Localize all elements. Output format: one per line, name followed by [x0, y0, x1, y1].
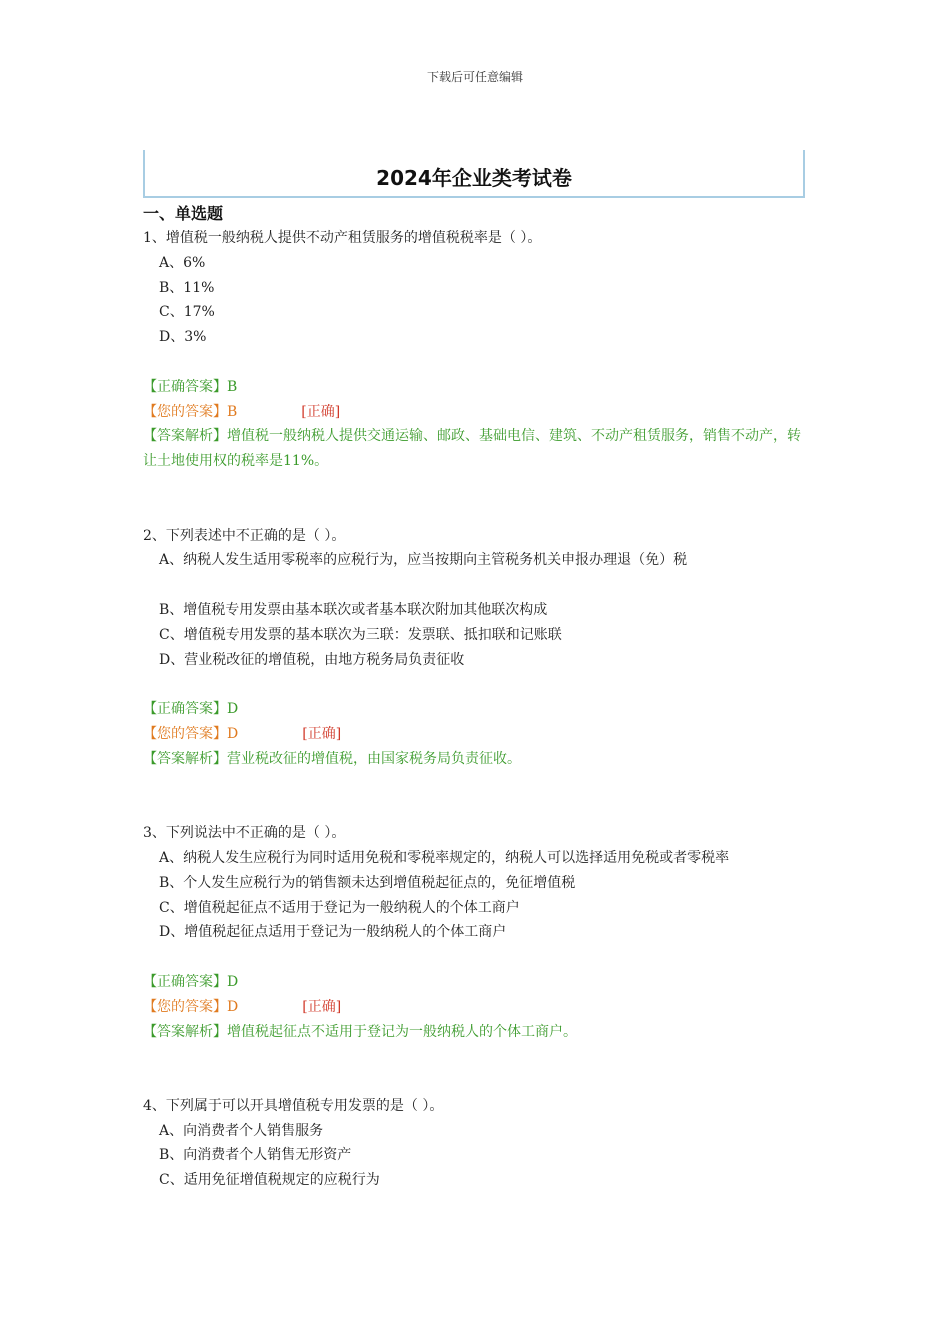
- option-a: A、6%: [159, 254, 206, 271]
- correct-answer-line: [143, 697, 808, 722]
- question-3: [143, 821, 808, 1044]
- analysis-text: 营业税改征的增值税，由国家税务局负责征收。: [227, 750, 521, 767]
- option-b: B、个人发生应税行为的销售额未达到增值税起征点的，免征增值税: [159, 874, 576, 891]
- question-stem: 1、增值税一般纳税人提供不动产租赁服务的增值税税率是（ ）。: [143, 230, 542, 246]
- your-answer-value: D: [227, 998, 239, 1015]
- option-b: B、增值税专用发票由基本联次或者基本联次附加其他联次构成: [159, 601, 548, 618]
- correct-answer-label: 【正确答案】: [143, 378, 227, 395]
- page-title: 2024年企业类考试卷: [376, 166, 572, 190]
- question-2: [143, 524, 808, 772]
- your-answer-value: B: [227, 403, 238, 420]
- option-b: B、向消费者个人销售无形资产: [159, 1147, 352, 1164]
- correct-answer-label: 【正确答案】: [143, 701, 227, 718]
- your-answer-label: 【您的答案】: [143, 725, 227, 742]
- your-answer-line: [143, 722, 808, 747]
- analysis-label: 【答案解析】: [143, 750, 227, 767]
- your-answer-value: D: [227, 725, 239, 742]
- correct-answer-line: [143, 375, 808, 400]
- answer-analysis: [143, 424, 808, 474]
- option-c: C、增值税专用发票的基本联次为三联：发票联、抵扣联和记账联: [159, 626, 562, 643]
- option-d: D、增值税起征点适用于登记为一般纳税人的个体工商户: [159, 924, 507, 941]
- correct-answer-value: D: [227, 701, 239, 718]
- your-answer-line: [143, 995, 808, 1020]
- option-c: C、增值税起征点不适用于登记为一般纳税人的个体工商户: [159, 899, 520, 916]
- option-d: D、营业税改征的增值税，由地方税务局负责征收: [159, 651, 465, 668]
- header-note: 下载后可任意编辑: [426, 70, 523, 84]
- title-box: [143, 150, 805, 198]
- option-d: D、3%: [159, 329, 207, 346]
- question-stem: 3、下列说法中不正确的是（ ）。: [143, 825, 346, 842]
- answer-status: [正确]: [302, 998, 342, 1015]
- analysis-label: 【答案解析】: [143, 1023, 227, 1040]
- section-title: 一、单选题: [143, 204, 224, 223]
- option-c: C、17%: [159, 304, 215, 321]
- question-stem: 2、下列表述中不正确的是（ ）。: [143, 527, 346, 544]
- correct-answer-line: [143, 970, 808, 995]
- analysis-text: 增值税一般纳税人提供交通运输、邮政、基础电信、建筑、不动产租赁服务，销售不动产，转让土地使用权的税率是11%。: [143, 428, 801, 470]
- option-a: A、纳税人发生应税行为同时适用免税和零税率规定的，纳税人可以选择适用免税或者零税率: [159, 849, 730, 866]
- exam-content: [143, 202, 808, 1193]
- question-1: [143, 226, 808, 474]
- option-b: B、11%: [159, 279, 215, 296]
- question-4: [143, 1094, 808, 1193]
- option-a: A、向消费者个人销售服务: [159, 1122, 324, 1139]
- correct-answer-value: D: [227, 973, 239, 990]
- answer-status: [正确]: [302, 725, 342, 742]
- correct-answer-label: 【正确答案】: [143, 973, 227, 990]
- correct-answer-value: B: [227, 378, 238, 395]
- option-a: A、纳税人发生适用零税率的应税行为，应当按期向主管税务机关申报办理退（免）税: [159, 552, 688, 569]
- your-answer-label: 【您的答案】: [143, 403, 227, 420]
- answer-analysis: [143, 1020, 808, 1045]
- answer-analysis: [143, 747, 808, 772]
- your-answer-label: 【您的答案】: [143, 998, 227, 1015]
- your-answer-line: [143, 400, 808, 425]
- analysis-label: 【答案解析】: [143, 428, 227, 445]
- analysis-text: 增值税起征点不适用于登记为一般纳税人的个体工商户。: [227, 1023, 577, 1040]
- question-stem: 4、下列属于可以开具增值税专用发票的是（ ）。: [143, 1097, 444, 1114]
- answer-status: [正确]: [301, 403, 341, 420]
- option-c: C、适用免征增值税规定的应税行为: [159, 1172, 380, 1189]
